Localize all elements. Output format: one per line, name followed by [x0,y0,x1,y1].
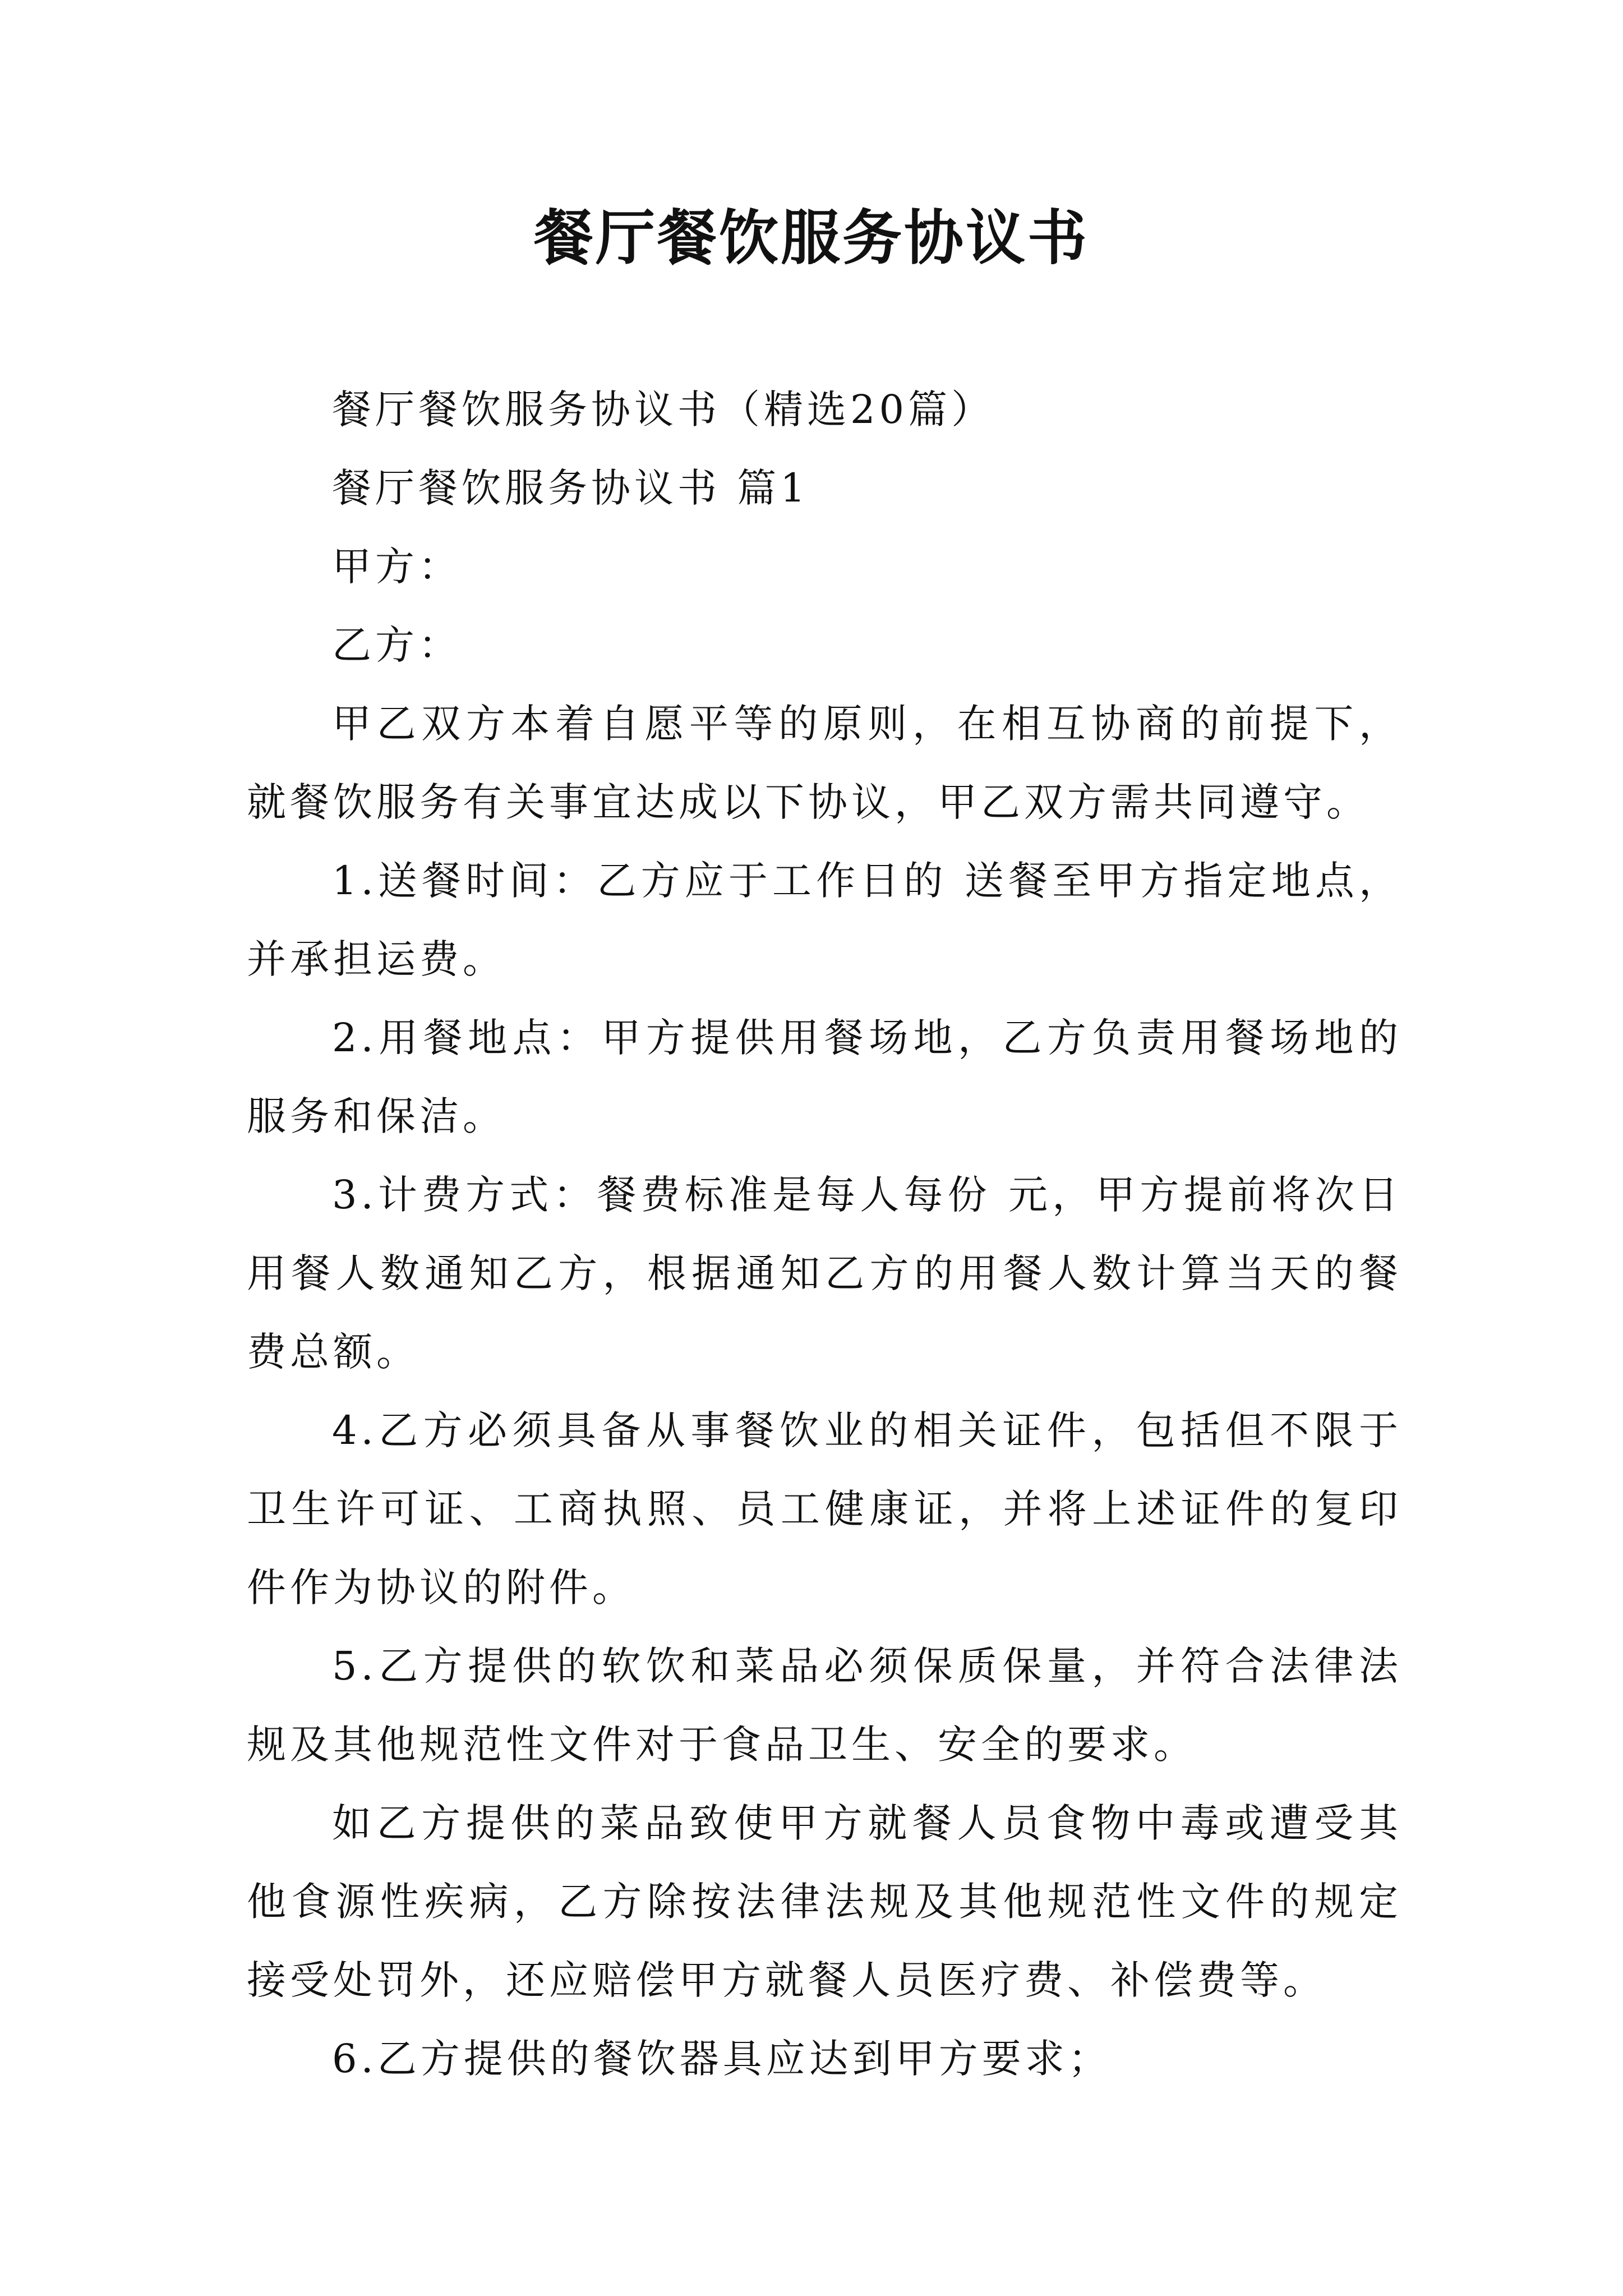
party-a-label: 甲方： [332,544,462,590]
clause-5-food-quality: 5.乙方提供的软饮和菜品必须保质保量，并符合法律法规及其他规范性文件对于食品卫生、安全的要求。 [247,1643,1402,1768]
clause-6-tableware: 6.乙方提供的餐饮器具应达到甲方要求； [332,2036,1112,2082]
clause-4-certificates: 4.乙方必须具备从事餐饮业的相关证件，包括但不限于卫生许可证、工商执照、员工健康证，并将上述证件的复印件作为协议的附件。 [247,1407,1402,1611]
document-subtitle: 餐厅餐饮服务协议书（精选20篇） [332,386,995,432]
clause-1-delivery-time: 1.送餐时间：乙方应于工作日的 送餐至甲方指定地点，并承担运费。 [247,858,1402,982]
clause-5-compensation: 如乙方提供的菜品致使甲方就餐人员食物中毒或遭受其他食源性疾病，乙方除按法律法规及其他规范性文件的规定接受处罚外，还应赔偿甲方就餐人员医疗费、补偿费等。 [247,1800,1402,2003]
paragraph-intro: 甲乙双方本着自愿平等的原则，在相互协商的前提下，就餐饮服务有关事宜达成以下协议，甲乙双方需共同遵守。 [247,701,1402,825]
party-b-label: 乙方： [332,622,462,668]
clause-3-billing-method: 3.计费方式：餐费标准是每人每份 元，甲方提前将次日用餐人数通知乙方，根据通知乙方的用餐人数计算当天的餐费总额。 [247,1172,1402,1375]
clause-2-dining-location: 2.用餐地点：甲方提供用餐场地，乙方负责用餐场地的服务和保洁。 [247,1015,1402,1139]
document-title: 餐厅餐饮服务协议书 [534,204,1089,273]
document-body [247,370,1402,2098]
section-heading: 餐厅餐饮服务协议书 篇1 [332,465,809,511]
